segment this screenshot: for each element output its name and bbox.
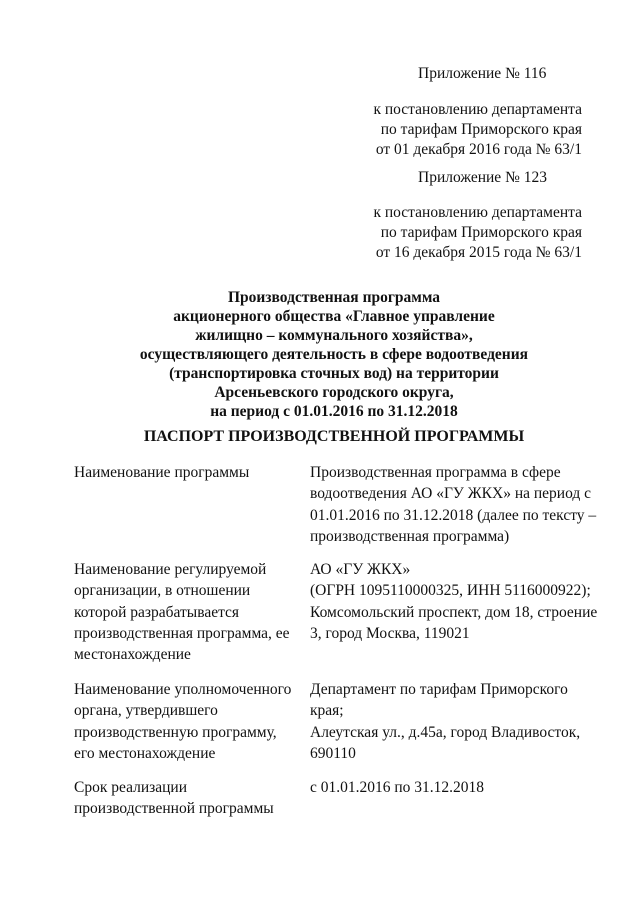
label-line: Наименование программы — [74, 464, 250, 481]
title-line: жилищно – коммунального хозяйства», — [195, 327, 473, 344]
passport-row-label — [74, 777, 299, 820]
passport-row-value — [310, 679, 610, 764]
passport-row-label — [74, 462, 299, 483]
appendix-previous-number: Приложение № 123 — [418, 169, 547, 186]
label-line: производственной программы — [74, 800, 274, 818]
label-line: органа, утвердившего — [74, 702, 218, 720]
passport-heading: ПАСПОРТ ПРОИЗВОДСТВЕННОЙ ПРОГРАММЫ — [143, 428, 525, 445]
appendix-previous-line: от 16 декабря 2015 года № 63/1 — [375, 244, 582, 261]
value-line: Производственная программа в сфере — [310, 464, 561, 481]
title-line: (транспортировка сточных вод) на территории — [169, 365, 499, 382]
appendix-previous-line: к постановлению департамента — [373, 204, 582, 221]
title-line: осуществляющего деятельность в сфере водоотведения — [139, 346, 529, 363]
appendix-current-line: по тарифам Приморского края — [380, 121, 582, 138]
appendix-current-number: Приложение № 116 — [418, 65, 547, 82]
title-line: Арсеньевского городского округа, — [214, 384, 454, 401]
value-line: края; — [310, 702, 344, 720]
appendix-previous-line: по тарифам Приморского края — [380, 224, 582, 241]
value-line: АО «ГУ ЖКХ» — [310, 561, 411, 578]
value-line: Комсомольский проспект, дом 18, строение — [310, 603, 598, 621]
title-line: на период с 01.01.2016 по 31.12.2018 — [210, 403, 458, 420]
label-line: Наименование уполномоченного — [74, 681, 292, 698]
appendix-current-line: от 01 декабря 2016 года № 63/1 — [375, 141, 582, 158]
passport-row-value — [310, 777, 610, 798]
value-line: Алеутская ул., д.45а, город Владивосток, — [310, 723, 581, 741]
label-line: Наименование регулируемой — [74, 561, 267, 578]
value-line: водоотведения АО «ГУ ЖКХ» на период с — [310, 485, 592, 503]
value-line: с 01.01.2016 по 31.12.2018 — [310, 779, 485, 796]
passport-row-label — [74, 559, 299, 665]
value-line: 01.01.2016 по 31.12.2018 (далее по тексту – — [310, 506, 597, 524]
label-line: его местонахождение — [74, 744, 216, 762]
value-line: производственная программа) — [310, 527, 510, 545]
label-line: производственную программу, — [74, 723, 277, 741]
value-line: (ОГРН 1095110000325, ИНН 5116000922); — [310, 582, 591, 600]
label-line: производственная программа, ее — [74, 624, 290, 642]
appendix-previous-reference — [373, 203, 582, 263]
appendix-current-reference — [373, 100, 582, 160]
program-title — [60, 288, 608, 421]
title-line: акционерного общества «Главное управление — [173, 308, 495, 325]
label-line: местонахождение — [74, 646, 191, 664]
value-line: 690110 — [310, 744, 356, 762]
passport-row-value — [310, 559, 610, 644]
value-line: 3, город Москва, 119021 — [310, 624, 470, 642]
label-line: Срок реализации — [74, 779, 187, 796]
passport-row-value — [310, 462, 610, 547]
passport-row-label — [74, 679, 299, 764]
label-line: которой разрабатывается — [74, 603, 240, 621]
title-line: Производственная программа — [227, 289, 441, 306]
appendix-current-line: к постановлению департамента — [373, 101, 582, 118]
label-line: организации, в отношении — [74, 582, 251, 600]
value-line: Департамент по тарифам Приморского — [310, 681, 568, 698]
